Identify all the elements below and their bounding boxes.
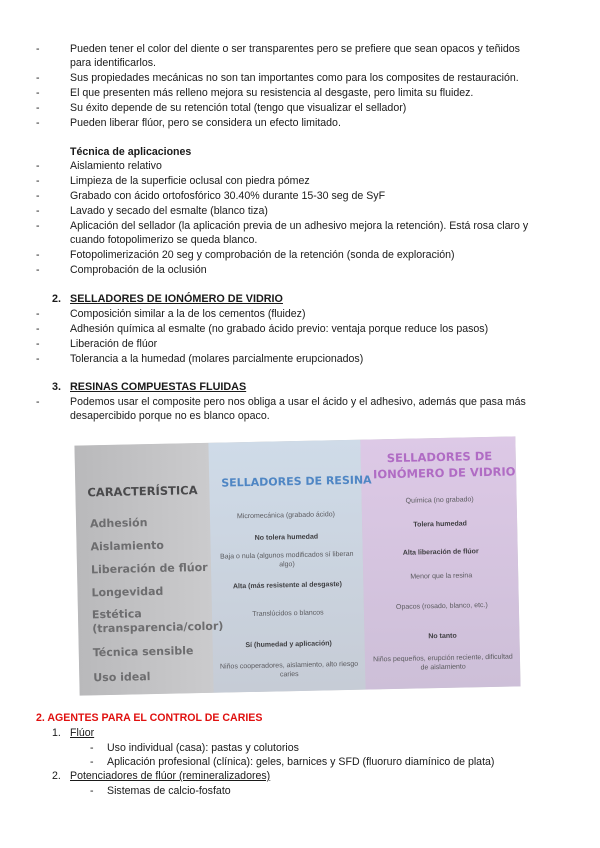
bullet-dash: - [36, 87, 40, 99]
bullet-dash: - [36, 308, 40, 320]
row-label: (transparencia/color) [92, 619, 224, 636]
bullet-dash: - [36, 205, 40, 217]
list-item: Flúor [70, 727, 95, 739]
row-label: Longevidad [91, 584, 164, 600]
table-cell: Sí (humedad y aplicación) [245, 640, 332, 650]
table-cell: No tanto [428, 632, 457, 641]
table-cell: Baja o nula (algunos modificados sí liberan algo) [219, 550, 354, 569]
list-number: 2. [52, 770, 61, 782]
table-cell: Opacos (rosado, blanco, etc.) [395, 602, 488, 611]
section-heading [52, 380, 246, 394]
list-item: Tolerancia a la humedad (molares parcialmente erupcionados) [70, 353, 364, 365]
bullet-dash: - [90, 742, 94, 754]
list-item: Podemos usar el composite pero nos obliga a usar el ácido y el adhesivo, además que pasa más [70, 396, 526, 408]
list-item: Limpieza de la superficie oclusal con piedra pómez [70, 175, 310, 187]
bullet-dash: - [36, 220, 40, 232]
list-item: Pueden tener el color del diente o ser transparentes pero se prefiere que sean opacos y teñidos [70, 43, 520, 55]
section-number: 2. [52, 293, 62, 305]
section-title: SELLADORES DE IONÓMERO DE VIDRIO [70, 293, 283, 305]
list-item: Uso individual (casa): pastas y colutorios [107, 742, 299, 754]
list-item: Adhesión química al esmalte (no grabado ácido previo: ventaja porque reduce los pasos) [70, 323, 489, 335]
list-item: Aplicación profesional (clínica): geles, barnices y SFD (fluoruro diamínico de plata) [107, 756, 495, 768]
list-item: El que presenten más relleno mejora su resistencia al desgaste, pero limita su fluidez. [70, 87, 474, 99]
section-heading [52, 292, 283, 306]
list-item: Liberación de flúor [70, 338, 158, 350]
row-label: Uso ideal [93, 670, 151, 685]
agentes-heading: 2. AGENTES PARA EL CONTROL DE CARIES [36, 712, 263, 724]
tecnica-heading: Técnica de aplicaciones [70, 146, 192, 158]
list-number: 1. [52, 727, 61, 739]
list-item: Sistemas de calcio-fosfato [107, 785, 231, 797]
table-cell: Niños cooperadores, aislamiento, alto riesgo caries [219, 660, 359, 679]
section-title: RESINAS COMPUESTAS FLUIDAS [70, 381, 247, 393]
table-cell: Menor que la resina [410, 572, 473, 581]
table-cell: Niños pequeños, erupción reciente, dificultad de aislamiento [373, 653, 513, 672]
list-item: Pueden liberar flúor, pero se considera un efecto limitado. [70, 117, 341, 129]
bullet-dash: - [36, 102, 40, 114]
table-header-characteristic: CARACTERÍSTICA [87, 483, 198, 500]
list-item: Comprobación de la oclusión [70, 264, 207, 276]
bullet-dash: - [36, 190, 40, 202]
list-item: Aislamiento relativo [70, 160, 162, 172]
row-label: Técnica sensible [92, 644, 194, 660]
bullet-dash: - [36, 43, 40, 55]
list-item: Sus propiedades mecánicas no son tan importantes como para los composites de restauración. [70, 72, 519, 84]
list-item: desapercibido porque no es blanco opaco. [70, 410, 270, 422]
bullet-dash: - [90, 785, 94, 797]
row-label: Estética [91, 607, 142, 622]
table-cell: Translúcidos o blancos [252, 609, 324, 618]
table-cell: Alta (más resistente al desgaste) [232, 581, 342, 591]
comparison-table-photo [74, 436, 520, 695]
table-cell: Química (no grabado) [405, 496, 474, 505]
list-item: Composición similar a la de los cementos (fluidez) [70, 308, 306, 320]
list-item: cuando fotopolimerizo se queda blanco. [70, 234, 258, 246]
row-label: Adhesión [89, 516, 148, 531]
bullet-dash: - [36, 323, 40, 335]
list-item: Su éxito depende de su retención total (tengo que visualizar el sellador) [70, 102, 407, 114]
list-item: Lavado y secado del esmalte (blanco tiza) [70, 205, 268, 217]
bullet-dash: - [90, 756, 94, 768]
bullet-dash: - [36, 72, 40, 84]
table-header-ionomero: IONÓMERO DE VIDRIO [372, 464, 516, 482]
bullet-dash: - [36, 353, 40, 365]
list-item: Fotopolimerización 20 seg y comprobación de la retención (sonda de exploración) [70, 249, 455, 261]
list-item: Aplicación del sellador (la aplicación previa de un adhesivo mejora la retención). Está rosa claro y [70, 220, 529, 232]
bullet-dash: - [36, 338, 40, 350]
section-number: 3. [52, 381, 62, 393]
row-label: Aislamiento [90, 538, 165, 554]
row-label: Liberación de flúor [90, 560, 208, 577]
table-cell: Alta liberación de flúor [402, 548, 479, 557]
table-cell: Tolera humedad [413, 520, 467, 529]
table-header-resina: SELLADORES DE RESINA [221, 473, 372, 490]
bullet-dash: - [36, 117, 40, 129]
bullet-dash: - [36, 396, 40, 408]
list-item: Grabado con ácido ortofosfórico 30.40% durante 15-30 seg de SyF [70, 190, 386, 202]
bullet-dash: - [36, 160, 40, 172]
table-header-ionomero: SELLADORES DE [386, 448, 493, 466]
bullet-dash: - [36, 249, 40, 261]
table-cell: No tolera humedad [254, 533, 319, 542]
table-cell: Micromecánica (grabado ácido) [236, 511, 336, 521]
bullet-dash: - [36, 175, 40, 187]
bullet-dash: - [36, 264, 40, 276]
list-item: Potenciadores de flúor (remineralizadores) [70, 770, 271, 782]
list-item: para identificarlos. [70, 57, 156, 69]
